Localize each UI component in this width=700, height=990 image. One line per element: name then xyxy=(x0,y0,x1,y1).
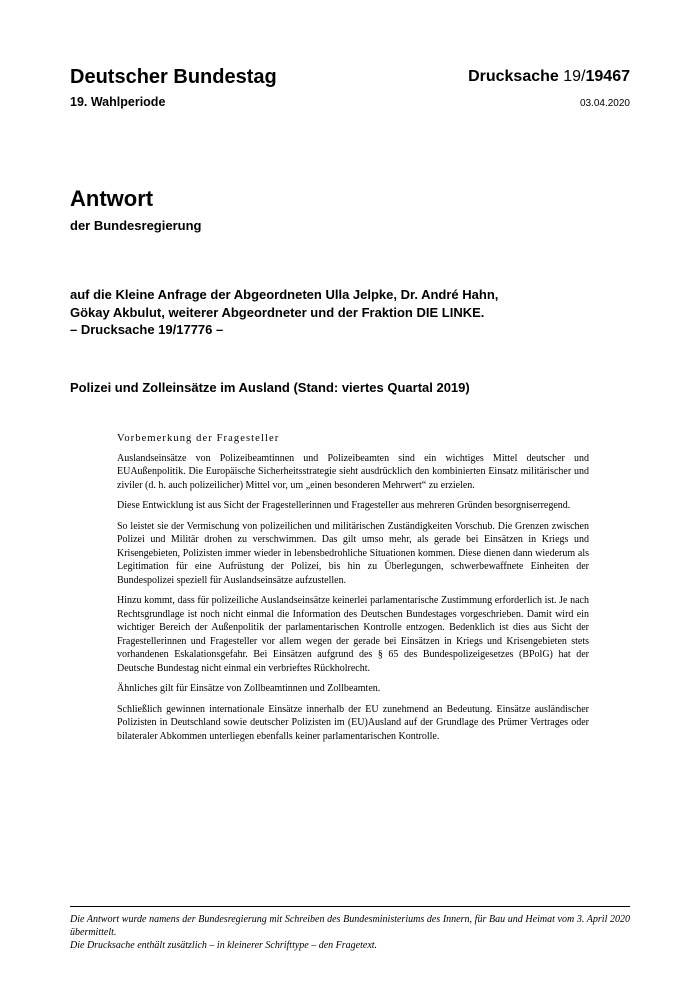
drucksache-number xyxy=(468,68,630,86)
institution-title: Deutscher Bundestag xyxy=(70,66,277,88)
paragraph: Auslandseinsätze von Polizeibeamtinnen und Polizeibeamten sind ein wichtiges Mittel deutscher und EUAußenpolitik. Die Europäische Sicherheitsstrategie sieht ausdrücklich den kombinierten Einsatz militärischer und ziviler (d. h. auch polizeilicher) Mittel vor, um „einen besonderen Mehrwert“ zu erzielen. xyxy=(117,452,589,491)
inquiry-line: auf die Kleine Anfrage der Abgeordneten Ulla Jelpke, Dr. André Hahn, xyxy=(70,287,499,302)
preliminary-remark-heading: Vorbemerkung der Fragesteller xyxy=(117,433,280,444)
inquiry-reference xyxy=(70,286,630,339)
document-date: 03.04.2020 xyxy=(579,98,630,109)
paragraph: Schließlich gewinnen internationale Einsätze innerhalb der EU zunehmend an Bedeutung. Einsätze ausländischer Polizisten in Deutschland sowie deutscher Polizisten im (EU)Ausland auf der Grundlage des Prümer Vertrages oder bilateraler Abkommen unterliegen ebenfalls keiner parlamentarischen Kontrolle. xyxy=(117,703,589,742)
preliminary-remark xyxy=(117,432,589,750)
paragraph: Diese Entwicklung ist aus Sicht der Fragestellerinnen und Fragesteller aus mehreren Gründen besorgniserregend. xyxy=(117,500,571,511)
footer-divider xyxy=(70,906,630,907)
inquiry-line: Gökay Akbulut, weiterer Abgeordneter und der Fraktion DIE LINKE. xyxy=(70,304,485,320)
drucksache-label: Drucksache xyxy=(468,68,559,85)
paragraph: So leistet sie der Vermischung von polizeilichen und militärischen Zuständigkeiten Vorschub. Die Grenzen zwischen Polizei und Militär drohen zu verschwimmen. Das gilt umso mehr, als gerade bei Einsätzen in Kriegs und Krisengebieten, Polizisten immer wieder in lebensbedrohliche Situationen kommen. Diese dienen dann wiederum als Legitimation für eine Aufrüstung der Polizei, bis hin zu Überlegungen, schwerbewaffnete Einheiten der Bundespolizei speziell für Auslandseinsätze aufzustellen. xyxy=(117,520,589,586)
footer-note-transmission: Die Antwort wurde namens der Bundesregierung mit Schreiben des Bundesministeriums des Innern, für Bau und Heimat vom 3. April 2020 übermittelt. xyxy=(70,914,630,938)
footer-note-question-text: Die Drucksache enthält zusätzlich – in kleinerer Schrifttype – den Fragetext. xyxy=(70,940,378,951)
paragraph: Hinzu kommt, dass für polizeiliche Auslandseinsätze keinerlei parlamentarische Zustimmung erforderlich ist. Je nach Rechtsgrundlage ist noch nicht einmal die Information des Deutschen Bundestages vorgeschrieben. Damit wird ein wichtiger Bereich der Außenpolitik der parlamentarischen Kontrolle entzogen. Bedenklich ist dies aus Sicht der Fragestellerinnen und Fragesteller vor allem wegen der gerade bei Einsätzen in Kriegs und Krisengebieten stets vorhandenen Eskalationsgefahr. Bei Einsätzen aufgrund des § 65 des Bundespolizeigesetzes (BPolG) hat der Deutsche Bundestag nicht einmal ein verbrieftes Rückholrecht. xyxy=(117,595,589,674)
inquiry-line: – Drucksache 19/17776 – xyxy=(70,322,224,337)
drucksache-serial: 19467 xyxy=(585,68,630,85)
document-subject: Polizei und Zolleinsätze im Ausland (Stand: viertes Quartal 2019) xyxy=(70,380,470,395)
drucksache-prefix: 19/ xyxy=(563,68,586,85)
legislative-period: 19. Wahlperiode xyxy=(70,95,166,109)
paragraph: Ähnliches gilt für Einsätze von Zollbeamtinnen und Zollbeamten. xyxy=(117,683,381,694)
document-type: Antwort xyxy=(70,186,154,211)
document-issuer: der Bundesregierung xyxy=(70,218,202,233)
footer-notes xyxy=(70,913,630,952)
